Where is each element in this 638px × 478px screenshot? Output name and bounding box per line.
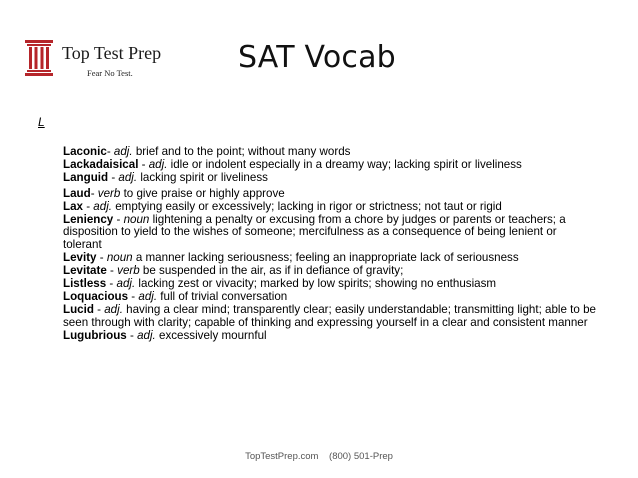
vocab-term: Lax [63,199,83,213]
part-of-speech: adj. [138,289,158,303]
vocab-entry [63,172,598,185]
footer-website: TopTestPrep.com [245,451,319,462]
slide-title: SAT Vocab [238,40,396,75]
logo-tagline: Fear No Test. [87,68,133,78]
vocab-separator: - [126,328,138,342]
vocab-term: Levity [63,251,97,265]
vocab-definition: emptying easily or excessively; lacking in rigor or strictness; not taut or rigid [112,199,502,213]
logo-name: Top Test Prep [62,43,162,63]
vocab-term: Laconic [63,145,107,158]
vocab-separator: - [90,186,98,200]
vocab-term: Levitate [63,264,107,278]
vocab-separator: - [128,289,139,303]
vocab-separator: - [106,145,114,158]
vocab-term: Lackadaisical [63,157,139,171]
vocab-definition: lightening a penalty or excusing from a chore by judges or parents or teachers; a disposition to yield to the wishes of someone; mercifulness as a consequence of being lenient or tolerant [63,212,566,252]
vocab-separator: - [93,302,105,316]
part-of-speech: adj. [137,328,156,342]
footer [0,451,638,462]
vocab-term: Listless [63,277,107,291]
column-temple-icon [22,38,56,78]
vocab-separator: - [138,157,149,171]
part-of-speech: adj. [93,199,112,213]
vocab-term: Lucid [63,302,94,316]
vocab-term: Languid [63,170,109,184]
vocab-entry [63,304,598,330]
logo [22,38,182,84]
part-of-speech: adj. [148,157,168,171]
vocab-definition: lacking zest or vivacity; marked by low spirits; showing no enthusiasm [135,277,497,291]
vocab-separator: - [113,212,124,226]
vocab-term: Leniency [63,212,114,226]
part-of-speech: adj. [116,277,136,291]
vocab-definition: idle or indolent especially in a dreamy way; lacking spirit or liveliness [167,157,522,171]
section-letter: L [38,115,45,129]
vocab-definition: lacking spirit or liveliness [137,170,268,184]
part-of-speech: noun [123,212,150,226]
vocab-entry [63,330,598,343]
vocab-term: Loquacious [63,289,129,303]
vocab-list [63,146,598,343]
vocab-term: Laud [63,186,91,200]
vocab-separator: - [106,277,117,291]
vocab-definition: be suspended in the air, as if in defiance of gravity; [139,264,404,278]
footer-phone: (800) 501-Prep [329,451,393,462]
vocab-definition: excessively mournful [155,328,267,342]
vocab-separator: - [108,170,119,184]
vocab-separator: - [82,199,94,213]
vocab-definition: a manner lacking seriousness; feeling an inappropriate lack of seriousness [132,251,519,265]
vocab-definition: full of trivial conversation [157,289,288,303]
vocab-definition: to give praise or highly approve [120,186,285,200]
vocab-separator: - [106,264,118,278]
part-of-speech: verb [117,264,140,278]
part-of-speech: noun [106,251,133,265]
vocab-separator: - [96,251,107,265]
part-of-speech: adj. [113,145,133,158]
part-of-speech: verb [97,186,121,200]
part-of-speech: adj. [104,302,123,316]
part-of-speech: adj. [118,170,138,184]
vocab-entry [63,214,598,253]
vocab-definition: having a clear mind; transparently clear; easily understandable; transmitting light; able to be seen through with clarity; capable of thinking and expressing yourself in a clear and consistent manner [63,302,596,329]
vocab-definition: brief and to the point; without many words [132,145,351,158]
vocab-term: Lugubrious [63,328,127,342]
